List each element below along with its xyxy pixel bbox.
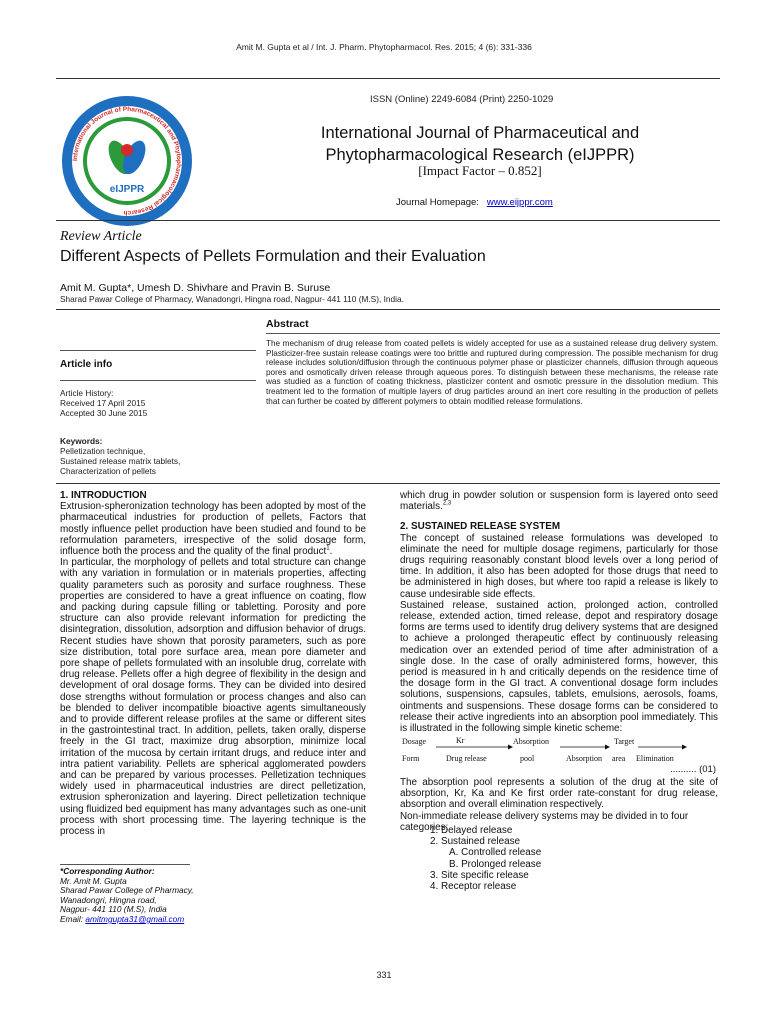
received-date: Received 17 April 2015 [60,398,146,408]
email-link[interactable]: amitmgupta31@gmail.com [85,913,185,924]
abstract-heading: Abstract [266,318,309,330]
list-item: 3. Site specific release [430,869,529,881]
keyword-item: Characterization of pellets [60,466,156,476]
scheme-dosage: Dosage [402,737,426,746]
sustained-paragraph-2: Sustained release, sustained action, prolonged action, controlled release, extended action, timed release, depot and respiratory dosage forms are terms used to identify drug delivery systems that are designed to achieve a prolonged therapeutic effect by continuously releasing medication over an extended period of time after administration of a single dose. In the case of orally administered forms, however, this period is measured in h and critically depends on the residence time of the dosage form in the GI tract. A conventional dosage form includes solutions, suspensions, capsules, tablets, emulsions, aerosols, foams, ointments and suspensions. These dosage forms can be considered to release their active ingredients into an absorption pool immediately. This is illustrated in the following simple kinetic scheme: [400,599,718,735]
list-item: 1. Delayed release [430,825,513,836]
article-info-heading: Article info [60,359,113,370]
logo-abbr: eIJPPR [109,184,145,195]
logo-icon [62,96,192,226]
right-column-top [400,490,718,734]
authors: Amit M. Gupta*, Umesh D. Shivhare and Pravin B. Suruse [60,282,331,294]
abstract-rule [266,333,720,334]
keywords-label: Keywords: [60,436,103,446]
introduction-section [60,490,366,837]
corr-line1: Sharad Pawar College of Pharmacy, [60,885,194,896]
journal-title [250,122,710,166]
arrow-head-icon [605,745,610,750]
accepted-date: Accepted 30 June 2015 [60,408,148,418]
sustained-paragraph-1: The concept of sustained release formulations was developed to eliminate the need for multiple dosage regimens, particularly for those drugs requiring reasonably constant blood levels over a long period of time. In addition, it also has been adopted for those drugs that need to be administered in high doses, but where too rapid a release is likely to cause undesirable side effects. [400,532,718,600]
abstract-text: The mechanism of drug release from coated pellets is widely accepted for use as a sustained release drug delivery system. Plasticizer-free sustain release coatings were too brittle and ruptured during compression. The possible mechanism for drug release includes solution/diffusion through the continuous polymer phase or plasticizer channels, diffusion through aqueous pores and osmotically driven release through aqueous pores. To distinguish between these mechanisms, the release rate was studied as a function of coating thickness, plasticizer content and osmotic pressure in the dissolution medium. This treatment led to the formation of multiple layers of drug particles around an inert core resulting in the production of pellets that can further be coated by different polymers to obtain modified release formulations. [266,339,718,406]
info-rule-mid [60,380,256,381]
corr-email: Email: amitmgupta31@gmail.com [60,913,185,924]
scheme-form: Form [402,754,420,763]
sustained-paragraph-3: The absorption pool represents a solution of the drug at the site of absorption, Kr, Ka and Ke first order rate-constant for drug release, absorption and overall elimination respectively. [400,777,718,811]
equation-number: .......... (01) [670,764,716,775]
kinetic-scheme [400,733,718,775]
citation: 2,3 [442,500,452,507]
header-rule [56,78,720,79]
journal-title-line2: Phytopharmacological Research (eIJPPR) [325,146,635,164]
journal-homepage [396,197,553,208]
paper-title: Different Aspects of Pellets Formulation and their Evaluation [60,248,486,265]
history-label: Article History: [60,388,114,398]
kinetic-scheme-diagram [400,733,718,775]
arrow-head-icon [682,745,687,750]
article-type: Review Article [60,229,142,244]
corr-name: Mr. Amit M. Gupta [60,875,127,886]
keyword-item: Sustained release matrix tablets, [60,456,181,466]
layering-continuation: which drug in powder solution or suspension form is layered onto seed materials.$^{2,3}$ [400,490,718,513]
front-matter-rule [56,483,720,484]
corr-heading: *Corresponding Author: [60,866,155,876]
intro-paragraph-2: In particular, the morphology of pellets and total structure can change with any variation in formulation or in materials properties, affecting quality parameters such as porosity and surface roughness. These properties are considered to have a great influence on coating, flow and packing during capsule filling or tabletting. Porosity and pore structure can also provide relevant information for predicting the disintegration, dissolution, adsorption and diffusion behavior of drugs. Recent studies have shown that porosity parameters, such as pore size distribution, total pore surface area, mean pore diameter and pore shape of pellets formulated with an insoluble drug, correlate with drug release. Pellets offer a high degree of flexibility in the design and development of oral dosage forms. They can be divided into desired dose strengths without formulation or process changes and also can be blended to deliver incompatible bioactive agents simultaneously and to provide different release profiles at the same or different sites in the gastrointestinal tract. In addition, pellets, taken orally, disperse freely in the GI tract, maximize drug absorption, minimize local irritation of the mucosa by certain irritant drugs, and reduce inter and intra patient variability. Pellets are spherical agglomerated powders and can be prepared by various processes. Pelletization techniques widely used in pharmaceutical industries are direct pelletization, extrusion spheronization and layering. Direct pelletization technique using fluidized bed equipment has many advantages such as one-unit process with short processing time. The layering technique is the process in [60,557,366,838]
scheme-area: area [612,754,626,763]
sustained-paragraph-4: Non-immediate release delivery systems may be divided in to four categories: [400,810,689,833]
scheme-elimination: Elimination [636,754,674,763]
list-item: 2. Sustained release [430,836,521,848]
list-item: 4. Receptor release [430,881,517,893]
keyword-item: Pelletization technique, [60,446,146,456]
scheme-kr: Kr [456,736,465,745]
title-rule [56,309,720,310]
intro-heading: 1. INTRODUCTION [60,490,147,501]
list-item: A. Controlled release [449,847,542,859]
running-header: Amit M. Gupta et al / Int. J. Pharm. Phytopharmacol. Res. 2015; 4 (6): 331-336 [236,42,532,52]
release-categories-list [430,825,541,892]
corr-line2: Wanadongri, Hingna road, [60,894,157,905]
homepage-link[interactable]: www.eijppr.com [486,197,553,208]
homepage-label: Journal Homepage: [396,197,479,208]
footnote-rule [60,864,190,865]
issn: ISSN (Online) 2249-6084 (Print) 2250-1029 [370,94,554,105]
intro-paragraph-1: Extrusion-spheronization technology has been adopted by most of the pharmaceutical industries for production of pellets, Factors that mostly influence pellet production have been studied and found to be reformulation parameters, irrespective of the solid dosage form, influence both the process and the quality of the final product$^1$. [60,501,366,558]
citation: 1 [326,545,330,552]
journal-logo [62,96,192,226]
sustained-heading: 2. SUSTAINED RELEASE SYSTEM [400,521,561,533]
corresponding-author [60,867,280,925]
scheme-pool: pool [520,754,535,763]
article-history [60,388,147,418]
scheme-drug-release: Drug release [446,754,487,763]
scheme-absorption: Absorption [513,737,549,746]
scheme-absorption-2: Absorption [566,754,602,763]
info-rule-top [60,350,256,351]
corr-line3: Nagpur- 441 110 (M.S), India [60,904,167,915]
list-item: B. Prolonged release [449,858,542,870]
logo-ring-text: International Journal of Pharmaceutical and Phytopharmacological Research [71,105,183,217]
page-number: 331 [376,970,392,980]
affiliation: Sharad Pawar College of Pharmacy, Wanadongri, Hingna road, Nagpur- 441 110 (M.S), India. [60,294,404,304]
scheme-target: Target [614,737,635,746]
keywords [60,436,180,476]
masthead-rule [56,220,720,221]
impact-factor: [Impact Factor – 0.852] [418,163,542,178]
journal-title-line1: International Journal of Pharmaceutical and [320,124,640,142]
